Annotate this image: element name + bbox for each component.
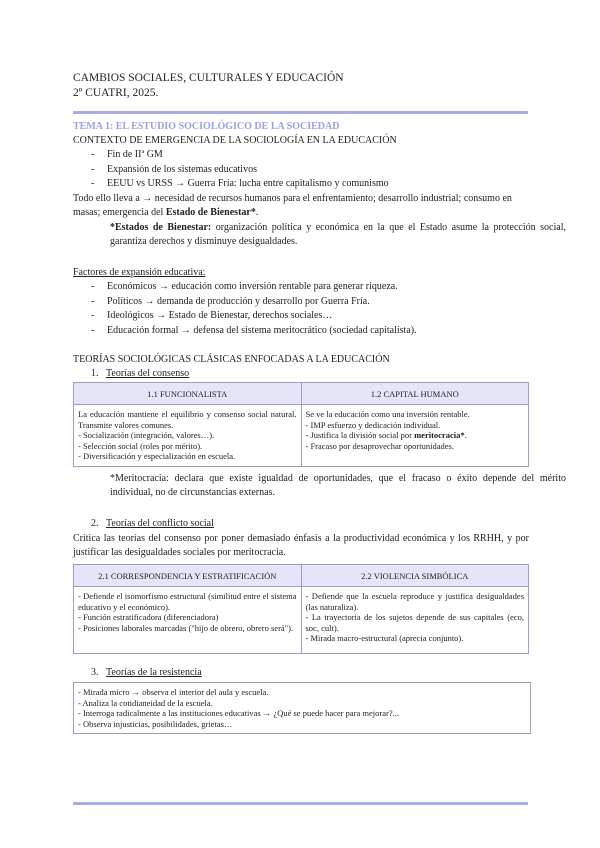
- capital-humano-cell: Se ve la educación como una inversión rentable. - IMP esfuerzo y dedicación individual. - Justifica la división social por meritocracia*. - Fracaso por desaprovechar oportunidades.: [301, 405, 529, 467]
- conflicto-table: [73, 564, 529, 654]
- violencia-simbolica-cell: - Defiende que la escuela reproduce y justifica desigualdades (las naturaliza). - La trayectoria de los sujetos depende de sus capitales (eco, soc, cult). - Mirada macro-estructural (aprecia conjunto).: [301, 587, 529, 654]
- conflicto-heading: 2. Teorías del conflicto social: [91, 518, 214, 529]
- list-item: - Fin de IIª GM: [73, 148, 529, 163]
- consenso-table: [73, 382, 529, 467]
- theme-title: TEMA 1: EL ESTUDIO SOCIOLÓGICO DE LA SOCIEDAD: [73, 121, 340, 132]
- list-item: - Expansión de los sistemas educativos: [73, 163, 529, 178]
- document-title: CAMBIOS SOCIALES, CULTURALES Y EDUCACIÓN: [73, 72, 344, 84]
- list-item: - Observa injusticias, posibilidades, grietas…: [78, 718, 233, 729]
- factores-list: [73, 280, 529, 338]
- bottom-divider: [73, 802, 528, 805]
- document-subtitle: 2º CUATRI, 2025.: [73, 87, 159, 99]
- list-item: - Interroga radicalmente a las instituciones educativas → ¿Qué se puede hacer para mejorar?...: [78, 708, 399, 718]
- list-item: - Analiza la cotidianeidad de la escuela.: [78, 697, 213, 708]
- list-item: - Económicos → educación como inversión rentable para generar riqueza.: [73, 280, 529, 295]
- capital-humano-header: 1.2 CAPITAL HUMANO: [301, 383, 529, 405]
- list-item: - Ideológicos → Estado de Bienestar, derechos sociales…: [73, 309, 529, 324]
- welfare-state-term: Estado de Bienestar*: [165, 207, 256, 218]
- factores-heading: Factores de expansión educativa:: [73, 267, 206, 278]
- correspondencia-cell: - Defiende el isomorfismo estructural (similitud entre el sistema educativo y el económico). - Función estratificadora (diferenciadora) - Posiciones laborales marcadas ("hijo de obrero, obrero será").: [74, 587, 302, 654]
- resistencia-heading: 3. Teorías de la resistencia: [91, 667, 202, 678]
- list-item: - EEUU vs URSS → Guerra Fría: lucha entre capitalismo y comunismo: [73, 177, 529, 192]
- context-heading: CONTEXTO DE EMERGENCIA DE LA SOCIOLOGÍA EN LA EDUCACIÓN: [73, 135, 397, 146]
- teorias-heading: TEORÍAS SOCIOLÓGICAS CLÁSICAS ENFOCADAS A LA EDUCACIÓN: [73, 354, 390, 365]
- top-divider: [73, 111, 528, 114]
- resistencia-box: [73, 682, 531, 734]
- conflicto-intro: Critica las teorías del consenso por poner demasiado énfasis a la productividad económica y los RRHH, y por justificar las desigualdades sociales por meritocracia.: [73, 533, 529, 558]
- context-summary: Todo ello lleva a → necesidad de recursos humanos para el enfrentamiento; desarrollo industrial; consumo en masas; emergencia del Estado de Bienestar*.: [73, 193, 512, 218]
- list-item: - Políticos → demanda de producción y desarrollo por Guerra Fría.: [73, 295, 529, 310]
- correspondencia-header: 2.1 CORRESPONDENCIA Y ESTRATIFICACIÓN: [74, 565, 302, 587]
- context-list: [73, 148, 529, 192]
- list-item: - Mirada micro → observa el interior del aula y escuela.: [78, 687, 269, 697]
- meritocracia-note: *Meritocracia: declara que existe igualdad de oportunidades, que el fracaso o éxito depende del mérito individual, no de circunstancias externas.: [110, 473, 566, 498]
- list-item: - Educación formal → defensa del sistema meritocrático (sociedad capitalista).: [73, 324, 529, 339]
- violencia-simbolica-header: 2.2 VIOLENCIA SIMBÓLICA: [301, 565, 529, 587]
- welfare-state-note: *Estados de Bienestar: organización política y económica en la que el Estado asume la protección social, garantiza derechos y disminuye desigualdades.: [110, 222, 566, 247]
- consenso-heading: 1. Teorías del consenso: [91, 368, 190, 379]
- funcionalista-cell: La educación mantiene el equilibrio y consenso social natural. Transmite valores comunes. - Socialización (integración, valores…). - Selección social (roles por mérito). - Diversificación y especialización en escuela.: [74, 405, 302, 467]
- funcionalista-header: 1.1 FUNCIONALISTA: [74, 383, 302, 405]
